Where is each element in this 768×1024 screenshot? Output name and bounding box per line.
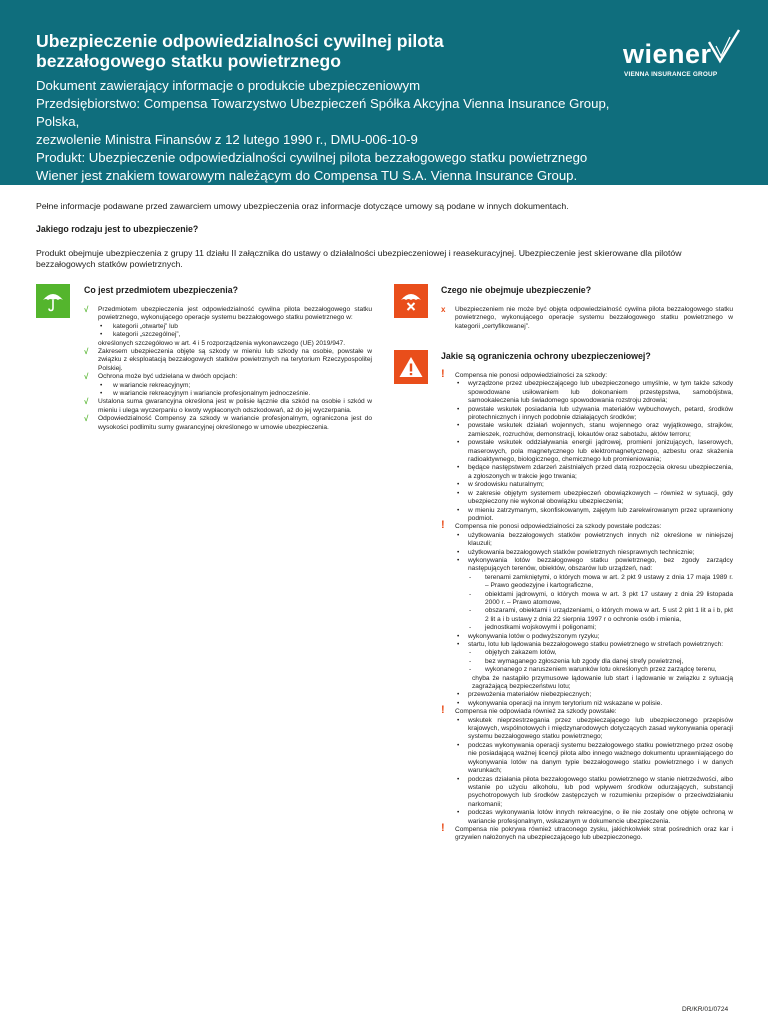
page-title [36, 31, 556, 71]
check-icon: √ [84, 305, 89, 314]
warning-icon [394, 350, 428, 384]
covered-heading: Co jest przedmiotem ubezpieczenia? [84, 285, 238, 295]
info-line: Przedsiębiorstwo: Compensa Towarzystwo Ubezpieczeń Spółka Akcyjna Vienna Insurance Group, Polska, [36, 96, 610, 130]
title-line: Ubezpieczenie odpowiedzialności cywilnej pilota [36, 31, 444, 51]
crossed-umbrella-icon [394, 284, 428, 318]
list-item: √ Odpowiedzialność Compensy za szkody w wariancie profesjonalnym, ograniczona jest do wysokości podlimitu sumy gwarancyjnej określonego w umowie ubezpieczenia. [84, 414, 372, 431]
umbrella-icon [36, 284, 70, 318]
logo-swoosh-icon [706, 28, 742, 64]
list-item: √ Ochrona może być udzielana w dwóch opcjach: • w wariancie rekreacyjnym; • w wariancie rekreacyjnym i wariancie profesjonalnym jednocześnie. [84, 373, 372, 398]
list-item: √ Zakresem ubezpieczenia objęte są szkody w mieniu lub szkody na osobie, powstałe w związku z eksploatacją bezzałogowych statków powietrznych na terytorium Rzeczypospolitej Polskiej. [84, 347, 372, 372]
exclamation-icon: ! [441, 821, 445, 834]
exclamation-icon: ! [441, 704, 445, 717]
intro-text: Pełne informacje podawane przed zawarciem umowy ubezpieczenia oraz informacje dotyczące umowy są podane w innych dokumentach. [36, 201, 569, 211]
insurance-type-text: Produkt obejmuje ubezpieczenia z grupy 11 działu II załącznika do ustawy o działalności ubezpieczeniowej i reasekuracyjnej. Ubezpieczenie jest skierowane dla pilotów bezzałogowych statków powietrznych. [36, 248, 682, 269]
logo-wordmark: wiener [623, 39, 712, 69]
list-item: √ Ustalona suma gwarancyjna określona jest w polisie łącznie dla szkód na osobie i szkód w mieniu i ulega wyczerpaniu o kwoty wypłaconych odszkodowań, aż do jej wyczerpania. [84, 397, 372, 414]
header-band [0, 0, 768, 185]
insurance-type-heading: Jakiego rodzaju jest to ubezpieczenie? [36, 224, 199, 234]
x-icon: x [441, 305, 446, 314]
info-line: Dokument zawierający informacje o produkcie ubezpieczeniowym [36, 78, 421, 93]
list-item: √ Przedmiotem ubezpieczenia jest odpowiedzialność cywilna pilota bezzałogowego statku powietrznego, wykonującego operacje systemu bezzałogowego statku powietrznego w: • kategorii „otwartej” lub • kategorii „szczególnej”, określonych szczegółowo w art. 4 i 5 rozporządzenia wykonawczego (UE) 2019/947. [84, 306, 372, 348]
not-covered-list [441, 306, 733, 331]
exclamation-icon: ! [441, 519, 445, 532]
document-info [36, 77, 636, 186]
limits-heading: Jakie są ograniczenia ochrony ubezpieczeniowej? [441, 351, 651, 361]
list-item: ! Compensa nie pokrywa również utraconego zysku, jakichkolwiek strat pośrednich oraz kar i grzywien nałożonych na ubezpieczającego lub ubezpieczonego. [441, 821, 733, 842]
check-icon: √ [84, 414, 89, 424]
list-item: ! Compensa nie ponosi odpowiedzialności za szkody: • wyrządzone przez ubezpieczającego lub ubezpieczonego umyślnie, w tym także szkody spowodowane usiłowaniem lub dokonaniem przestępstwa, samobójstwa, samookaleczenia lub świadomego spowodowania rozstroju zdrowia; • powstałe wskutek posiadania lub używania materiałów wybuchowych, petard, środków pirotechnicznych i innych podobnie działających środków; • powstałe wskutek działań wojennych, stanu wojennego oraz wyjątkowego, strajków, zamieszek, rozruchów, demonstracji, lokautów oraz sabotażu, aktów terroru; • powstałe wskutek oddziaływania energii jądrowej, promieni jonizujących, laserowych, maserowych, pola magnetycznego lub elektromagnetycznego, azbestu oraz skażenia radioaktywnego, biologicznego, chemicznego lub promieniowania; • będące następstwem zdarzeń zaistniałych przed datą rozpoczęcia okresu ubezpieczenia, a zgłoszonych w trakcie jego trwania; • w środowisku naturalnym; • w zakresie objętym systemem ubezpieczeń obowiązkowych – również w sytuacji, gdy ubezpieczony nie wykonał obowiązku ubezpieczenia; • w mieniu zatrzymanym, skonfiskowanym, zajętym lub zarekwirowanym przez uprawniony podmiot. [441, 372, 733, 523]
not-covered-heading: Czego nie obejmuje ubezpieczenie? [441, 285, 592, 295]
exclamation-icon: ! [441, 368, 445, 380]
list-item: x Ubezpieczeniem nie może być objęta odpowiedzialność cywilna pilota bezzałogowego statku powietrznego, wykonującego operacje systemu bezzałogowego statku powietrznego w kategorii „certyfikowanej”. [441, 305, 733, 330]
document-code: DR/KR/01/0724 [682, 1006, 729, 1013]
limits-list [441, 368, 733, 843]
check-icon: √ [84, 372, 89, 382]
logo-subtitle: VIENNA INSURANCE GROUP [624, 71, 718, 78]
wiener-logo [622, 30, 740, 82]
check-icon: √ [84, 347, 89, 357]
title-line: bezzałogowego statku powietrznego [36, 51, 341, 71]
info-line: Produkt: Ubezpieczenie odpowiedzialności cywilnej pilota bezzałogowego statku powietrznego [36, 150, 588, 166]
covered-list [84, 306, 372, 432]
check-icon: √ [84, 397, 89, 407]
list-item: ! Compensa nie odpowiada również za szkody powstałe: • wskutek nieprzestrzegania przez ubezpieczającego lub ubezpieczonego przepisów krajowych, wspólnotowych i międzynarodowych dotyczących zasad wykonywania operacji systemu bezzałogowego statku powietrznego; • podczas wykonywania operacji systemu bezzałogowego statku powietrznego przez osobę nie posiadającą ważnej licencji pilota albo innego ważnego dokumentu uprawniającego do wykonywania lotów na danym typie bezzałogowego statku powietrznego i w danych warunkach; • podczas działania pilota bezzałogowego statku powietrznego w stanie nietrzeźwości, albo wstanie po użyciu alkoholu, lub pod wpływem środków odurzających, substancji psychotropowych lub środków zastępczych w rozumieniu przepisów o przeciwdziałaniu narkomanii; • podczas wykonywania lotów innych rekreacyjne, o ile nie zostały one objęte ochroną w wariancie profesjonalnym, wskazanym w dokumencie ubezpieczenia. [441, 708, 733, 826]
info-line: Wiener jest znakiem towarowym należącym do Compensa TU S.A. Vienna Insurance Group. [36, 168, 578, 184]
info-line: zezwolenie Ministra Finansów z 12 lutego 1990 r., DMU-006-10-9 [36, 132, 418, 148]
list-item: ! Compensa nie ponosi odpowiedzialności za szkody powstałe podczas: • użytkowania bezzałogowych statków powietrznych innych niż określone w niniejszej klauzuli; • użytkowania bezzałogowych statków powietrznych niesprawnych technicznie; • wykonywania lotów bezzałogowego statku powietrznego, bez zgody zarządcy następujących terenów, obiektów, obszarów lub urządzeń, nad: - terenami zamkniętymi, o których mowa w art. 2 pkt 9 ustawy z dnia 17 maja 1989 r. – Prawo geodezyjne i kartograficzne, - obiektami jądrowymi, o których mowa w art. 3 pkt 17 ustawy z dnia 29 listopada 2000 r. – Prawo atomowe, - obszarami, obiektami i urządzeniami, o których mowa w art. 5 ust 2 pkt 1 lit a i b, pkt 2 lit a i b ustawy z dnia 22 sierpnia 1997 r o ochronie osób i mienia, - jednostkami wojskowymi i poligonami; • wykonywania lotów o podwyższonym ryzyku; • startu, lotu lub lądowania bezzałogowego statku powietrznego w strefach powietrznych: - objętych zakazem lotów, - bez wymaganego zgłoszenia lub zgody dla danej strefy powietrznej, - wykonanego z naruszeniem warunków lotu określonych przez zarządcę terenu, chyba że nastąpiło przymusowe lądowanie lub start i lądowanie w związku z sytuacją zagrażającą bezpieczeństwu lotu; • przewożenia materiałów niebezpiecznych; • wykonywania operacji na innym terytorium niż wskazane w polisie. [441, 523, 733, 708]
